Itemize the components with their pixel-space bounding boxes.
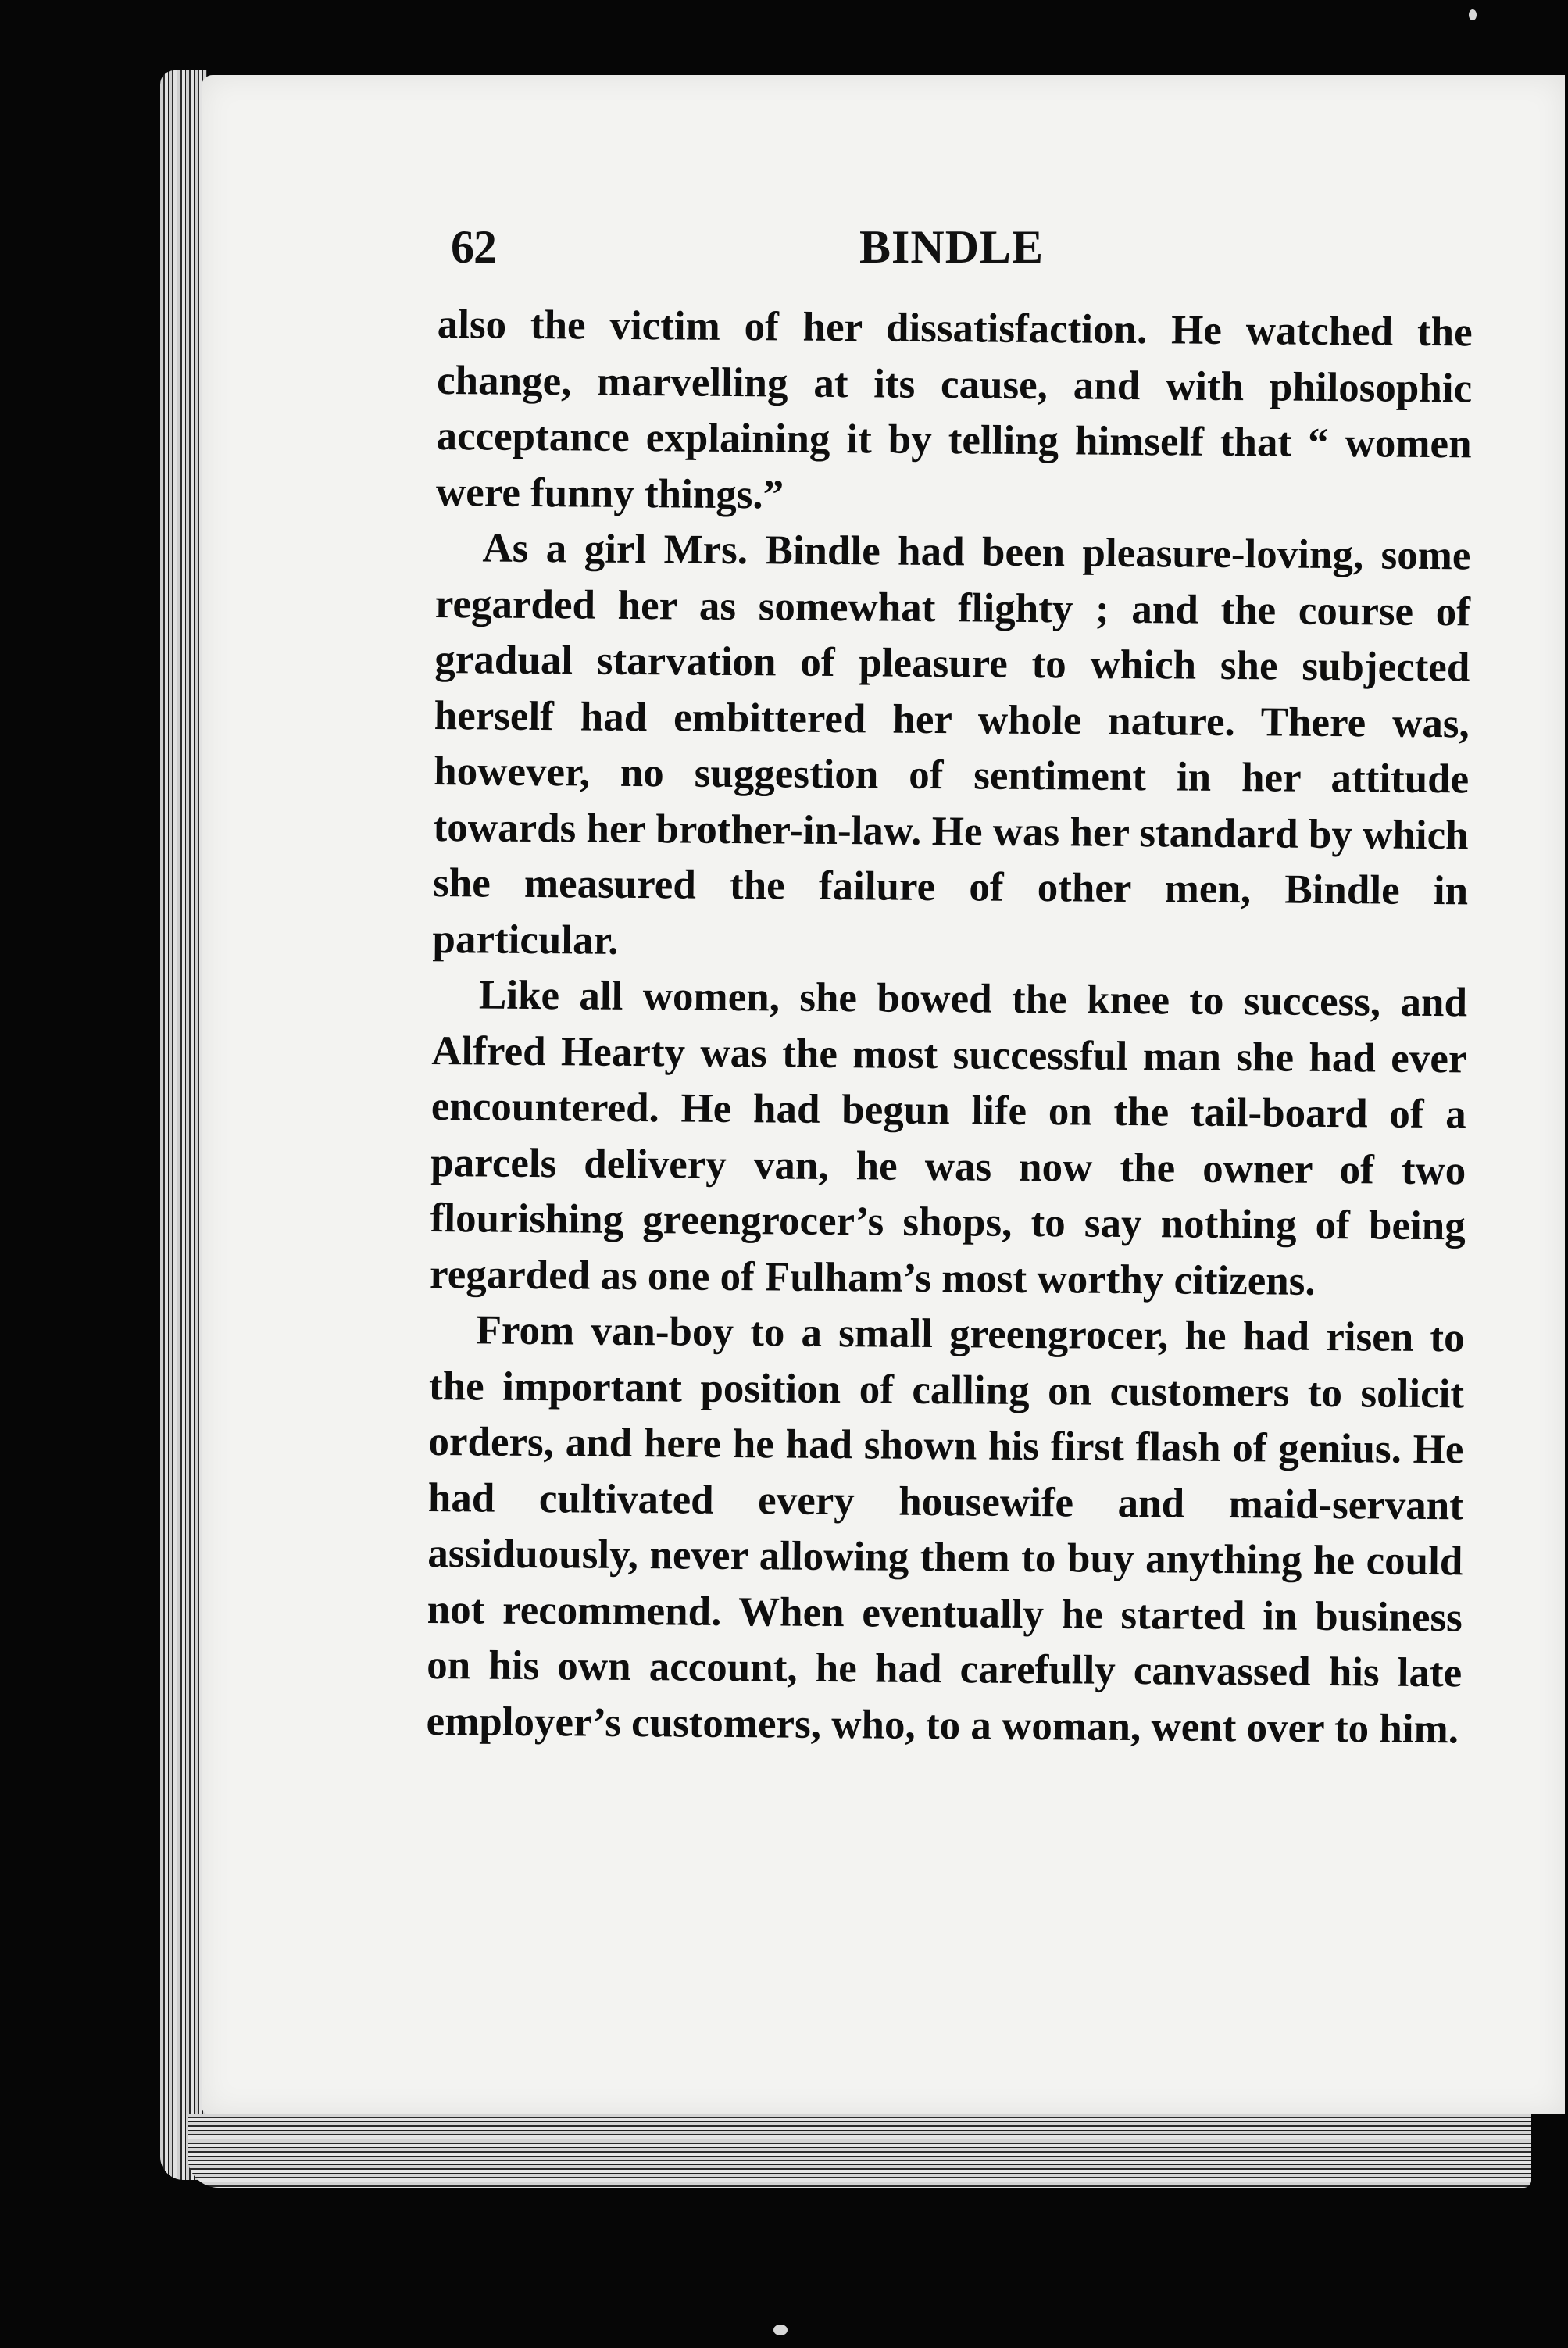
- paragraph-4: From van-boy to a small greengrocer, he had risen to the important position of calling on customers to solicit orders, and here he had shown his first flash of genius. He had cultivated every housewife and maid-servant assiduously, never allowing them to buy anything he could not recommend. When eventually he started in business on his own account, he had carefully canvassed his late employer’s customers, who, to a woman, went over to him.: [426, 1307, 1465, 1752]
- book-page-edges-bottom: [188, 2114, 1531, 2188]
- dust-speck: [773, 2325, 788, 2335]
- dust-speck: [1469, 9, 1477, 20]
- body-text: [426, 297, 1473, 1757]
- running-title: BINDLE: [859, 221, 1045, 273]
- book-page-edges-left: [160, 70, 207, 2180]
- running-head: [250, 220, 1461, 283]
- paragraph-3: Like all women, she bowed the knee to success, and Alfred Hearty was the most successful man she had ever encountered. He had begun life on the tail-board of a parcels delivery van, he was now the owner of two flourishing greengrocer’s shops, to say nothing of being regarded as one of Fulham’s most worthy citizens.: [429, 972, 1468, 1304]
- paragraph-2: As a girl Mrs. Bindle had been pleasure-loving, some regarded her as somewhat flighty ; and the course of gradual starvation of pleasure to which she subjected herself had embittered her whole nature. There was, however, no suggestion of sentiment in her attitude towards her brother-in-law. He was her standard by which she measured the failure of other men, Bindle in particular.: [432, 525, 1471, 963]
- page-number: 62: [451, 221, 496, 273]
- paragraph-1: also the victim of her dissatisfaction. He watched the change, marvelling at its cause, and with philosophic acceptance explaining it by telling himself that “ women were funny things.”: [435, 301, 1473, 517]
